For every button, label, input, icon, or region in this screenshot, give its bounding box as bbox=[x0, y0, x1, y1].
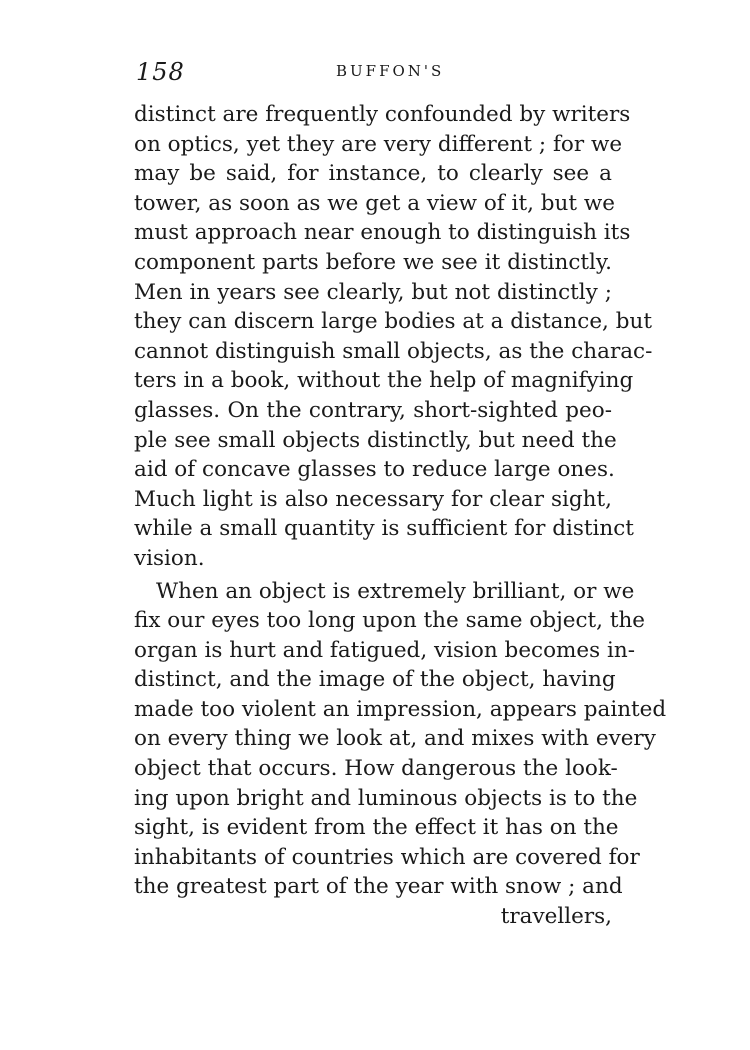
text-line: ing upon bright and luminous objects is to the bbox=[134, 785, 638, 811]
text-line: Much light is also necessary for clear sight, bbox=[134, 486, 612, 512]
text-line: made too violent an impression, appears painted bbox=[134, 696, 667, 722]
text-line: ters in a book, without the help of magnifying bbox=[134, 368, 634, 394]
text-line: fix our eyes too long upon the same object, the bbox=[134, 608, 646, 634]
body-text bbox=[134, 100, 667, 932]
text-line: on every thing we look at, and mixes with every bbox=[134, 726, 656, 752]
running-head bbox=[136, 58, 610, 88]
text-line: cannot distinguish small objects, as the charac- bbox=[134, 338, 653, 364]
text-line: aid of concave glasses to reduce large ones. bbox=[134, 457, 615, 483]
text-line: distinct, and the image of the object, having bbox=[134, 667, 616, 693]
text-line: vision. bbox=[134, 545, 205, 571]
text-line: glasses. On the contrary, short-sighted peo- bbox=[134, 397, 612, 423]
paragraph-2 bbox=[134, 577, 667, 903]
text-line: while a small quantity is sufficient for distinct bbox=[134, 516, 634, 542]
text-line: sight, is evident from the effect it has on the bbox=[134, 815, 619, 841]
text-line: object that occurs. How dangerous the look- bbox=[134, 756, 618, 782]
text-line: organ is hurt and fatigued, vision becomes in- bbox=[134, 637, 635, 663]
text-line: Men in years see clearly, but not distinctly ; bbox=[134, 279, 612, 305]
text-line: distinct are frequently confounded by writers bbox=[134, 102, 631, 127]
running-title: BUFFON'S bbox=[336, 62, 445, 80]
catchword: travellers, bbox=[500, 904, 612, 930]
text-line: on optics, yet they are very different ; for we bbox=[134, 131, 623, 157]
text-line: ple see small objects distinctly, but need the bbox=[134, 427, 617, 453]
text-line: must approach near enough to distinguish its bbox=[134, 220, 631, 246]
text-line: When an object is extremely brilliant, or we bbox=[156, 578, 635, 604]
text-line: they can discern large bodies at a distance, but bbox=[134, 309, 652, 335]
text-line: inhabitants of countries which are covered for bbox=[134, 844, 640, 870]
text-line: may be said, for instance, to clearly see a bbox=[134, 161, 612, 187]
paragraph-1 bbox=[134, 100, 653, 574]
text-line: component parts before we see it distinctly. bbox=[134, 249, 612, 275]
text-line: the greatest part of the year with snow ; and bbox=[134, 874, 623, 900]
text-line: tower, as soon as we get a view of it, but we bbox=[134, 190, 615, 216]
page-number: 158 bbox=[136, 58, 185, 86]
